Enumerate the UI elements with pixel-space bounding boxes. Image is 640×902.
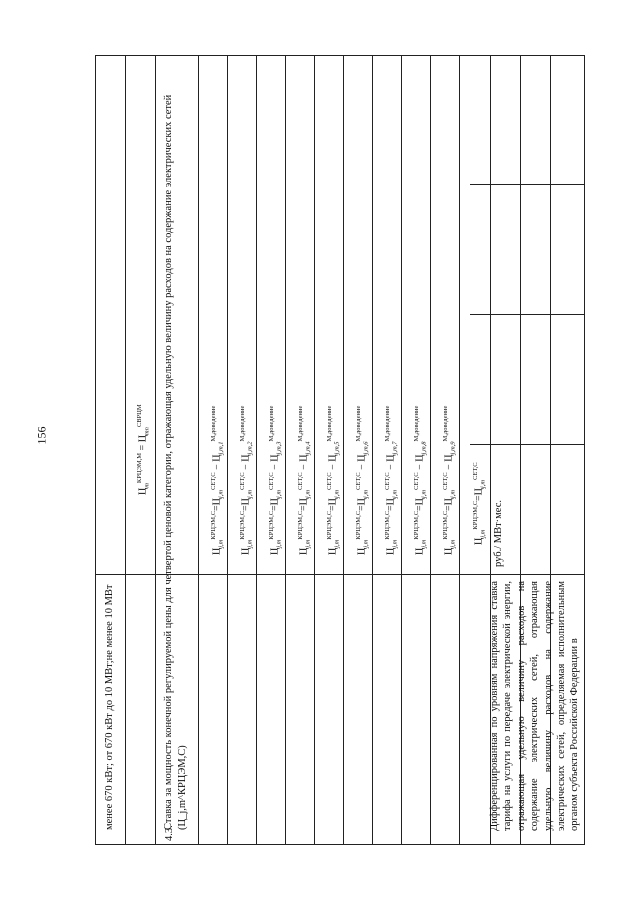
formula-1: $Ц_{j,m}^{КРЦЭМ,С}=Ц_{j,m}^{СЕТ,С} - Ц_{j,m,1}^{М,доведение}$ <box>210 405 225 555</box>
header-text: менее 670 кВт; от 670 кВт до 10 МВт;не менее 10 МВт <box>104 584 115 830</box>
formula-7: $Ц_{j,m}^{КРЦЭМ,С}=Ц_{j,m}^{СЕТ,С} - Ц_{j,m,7}^{М,доведение}$ <box>384 405 399 555</box>
row-divider <box>125 55 126 845</box>
unit-label: руб./ МВт·мес. <box>493 499 504 567</box>
col-divider-b <box>470 184 585 185</box>
section-number: 4.3. <box>164 825 175 841</box>
col-divider-unit <box>470 444 585 445</box>
formula-8: $Ц_{j,m}^{КРЦЭМ,С}=Ц_{j,m}^{СЕТ,С} - Ц_{j,m,8}^{М,доведение}$ <box>413 405 428 555</box>
rotated-table <box>95 55 585 845</box>
formula-4: $Ц_{j,m}^{КРЦЭМ,С}=Ц_{j,m}^{СЕТ,С} - Ц_{j,m,4}^{М,доведение}$ <box>297 405 312 555</box>
formula-10: $Ц_{j,m}^{КРЦЭМ,С}=Ц_{j,m}^{СЕТ,С}$ <box>472 462 487 545</box>
last-row-description: Дифференцированная по уровням напряжения ставка тарифа на услуги по передаче электрической энергии, отражающая удельную величину расходов на содержание электрических сетей, отражающая удельную величину расходов на содержание электрических сетей, определяемая исполнительным органом субъекта Российской Федерации в <box>489 581 581 831</box>
first-formula: $Ц_m^{КРЦЭМ,М} = Ц_{mn}^{СВРЦМ}$ <box>136 404 151 495</box>
formula-3: $Ц_{j,m}^{КРЦЭМ,С}=Ц_{j,m}^{СЕТ,С} - Ц_{j,m,3}^{М,доведение}$ <box>268 405 283 555</box>
formula-5: $Ц_{j,m}^{КРЦЭМ,С}=Ц_{j,m}^{СЕТ,С} - Ц_{j,m,5}^{М,доведение}$ <box>326 405 341 555</box>
row-divider <box>155 55 156 845</box>
page-number: 156 <box>34 426 49 445</box>
col-divider-a <box>470 314 585 315</box>
formula-9: $Ц_{j,m}^{КРЦЭМ,С}=Ц_{j,m}^{СЕТ,С} - Ц_{j,m,9}^{М,доведение}$ <box>442 405 457 555</box>
section-title: Ставка за мощность конечной регулируемой цены для четвертой ценовой категории, отражающая удельную величину расходов на содержание электрических сетей (Ц_j,m^КРЦЭМ,С) <box>163 94 188 830</box>
formula-2: $Ц_{j,m}^{КРЦЭМ,С}=Ц_{j,m}^{СЕТ,С} - Ц_{j,m,2}^{М,доведение}$ <box>239 405 254 555</box>
row-divider <box>198 55 199 845</box>
formula-6: $Ц_{j,m}^{КРЦЭМ,С}=Ц_{j,m}^{СЕТ,С} - Ц_{j,m,6}^{М,доведение}$ <box>355 405 370 555</box>
